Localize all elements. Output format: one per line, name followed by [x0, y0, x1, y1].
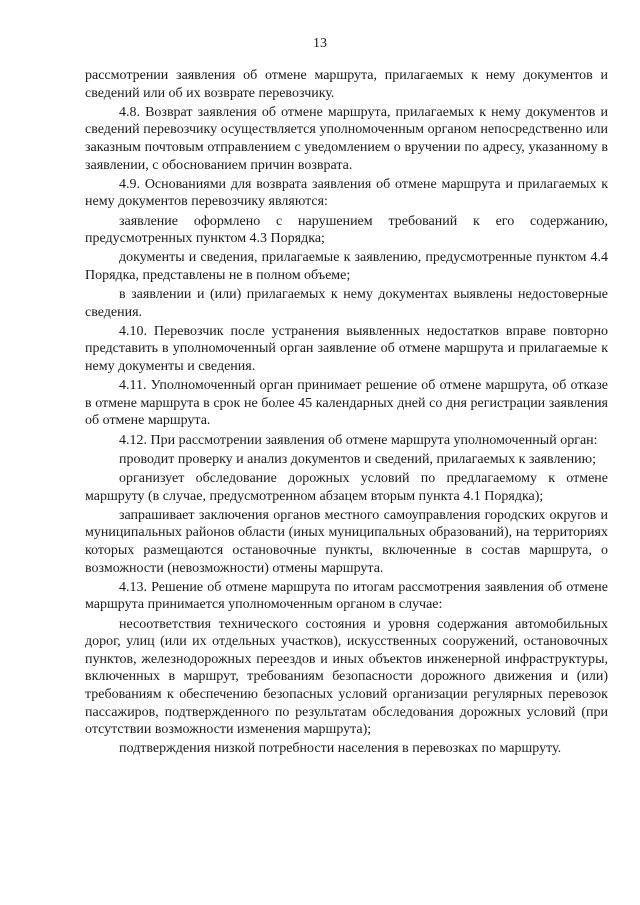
- paragraph-4-12-item-2: организует обследование дорожных условий по предлагаемому к отмене маршруту (в случае, предусмотренном абзацем вторым пункта 4.1 Порядка);: [85, 471, 608, 504]
- paragraph-4-13-item-2: подтверждения низкой потребности населения в перевозках по маршруту.: [119, 741, 562, 757]
- paragraph-4-13: 4.13. Решение об отмене маршрута по итогам рассмотрения заявления об отмене маршрута принимается уполномоченным органом в случае:: [85, 579, 608, 613]
- document-body: [85, 67, 608, 759]
- paragraph-4-11: 4.11. Уполномоченный орган принимает решение об отмене маршрута, об отказе в отмене маршрута в срок не более 45 календарных дней со дня регистрации заявления об отмене маршрута.: [85, 378, 608, 429]
- paragraph-4-12: 4.12. При рассмотрении заявления об отмене маршрута уполномоченный орган:: [119, 432, 598, 448]
- paragraph-4-13-item-1: несоответствия технического состояния и уровня содержания автомобильных дорог, улиц (или их отдельных участков), искусственных сооружений, остановочных пунктов, железнодорожных переездов и иных объектов инженерной инфраструктуры, включенных в маршрут, требованиям безопасности дорожного движения и (или) требованиям к обеспечению безопасных условий организации регулярных перевозок пассажиров, подтвержденного по результатам обследования дорожных условий (при отсутствии возможности изменения маршрута);: [85, 616, 608, 738]
- paragraph-continuation: рассмотрении заявления об отмене маршрута, прилагаемых к нему документов и сведений или об их возврате перевозчику.: [85, 68, 608, 101]
- paragraph-4-12-item-3: запрашивает заключения органов местного самоуправления городских округов и муниципальных районов области (иных муниципальных образований), на территориях которых размещаются остановочные пункты, включенные в состав маршрута, о возможности (невозможности) отмены маршрута.: [85, 507, 608, 576]
- paragraph-4-9-item-3: в заявлении и (или) прилагаемых к нему документах выявлены недостоверные сведения.: [85, 287, 608, 320]
- paragraph-4-12-item-1: проводит проверку и анализ документов и сведений, прилагаемых к заявлению;: [119, 451, 597, 467]
- paragraph-4-9: 4.9. Основаниями для возврата заявления об отмене маршрута и прилагаемых к нему документов перевозчику являются:: [85, 176, 608, 210]
- paragraph-4-9-item-2: документы и сведения, прилагаемые к заявлению, предусмотренные пунктом 4.4 Порядка, представлены не в полном объеме;: [85, 250, 608, 283]
- paragraph-4-8: 4.8. Возврат заявления об отмене маршрута, прилагаемых к нему документов и сведений перевозчику осуществляется уполномоченным органом непосредственно или заказным почтовым отправлением с уведомлением о вручении по адресу, указанному в заявлении, с обоснованием причин возврата.: [85, 104, 608, 173]
- paragraph-4-9-item-1: заявление оформлено с нарушением требований к его содержанию, предусмотренных пунктом 4.3 Порядка;: [85, 213, 608, 247]
- page-number: 13: [313, 36, 327, 51]
- paragraph-4-10: 4.10. Перевозчик после устранения выявленных недостатков вправе повторно представить в уполномоченный орган заявление об отмене маршрута и прилагаемые к нему документы и сведения.: [85, 323, 608, 375]
